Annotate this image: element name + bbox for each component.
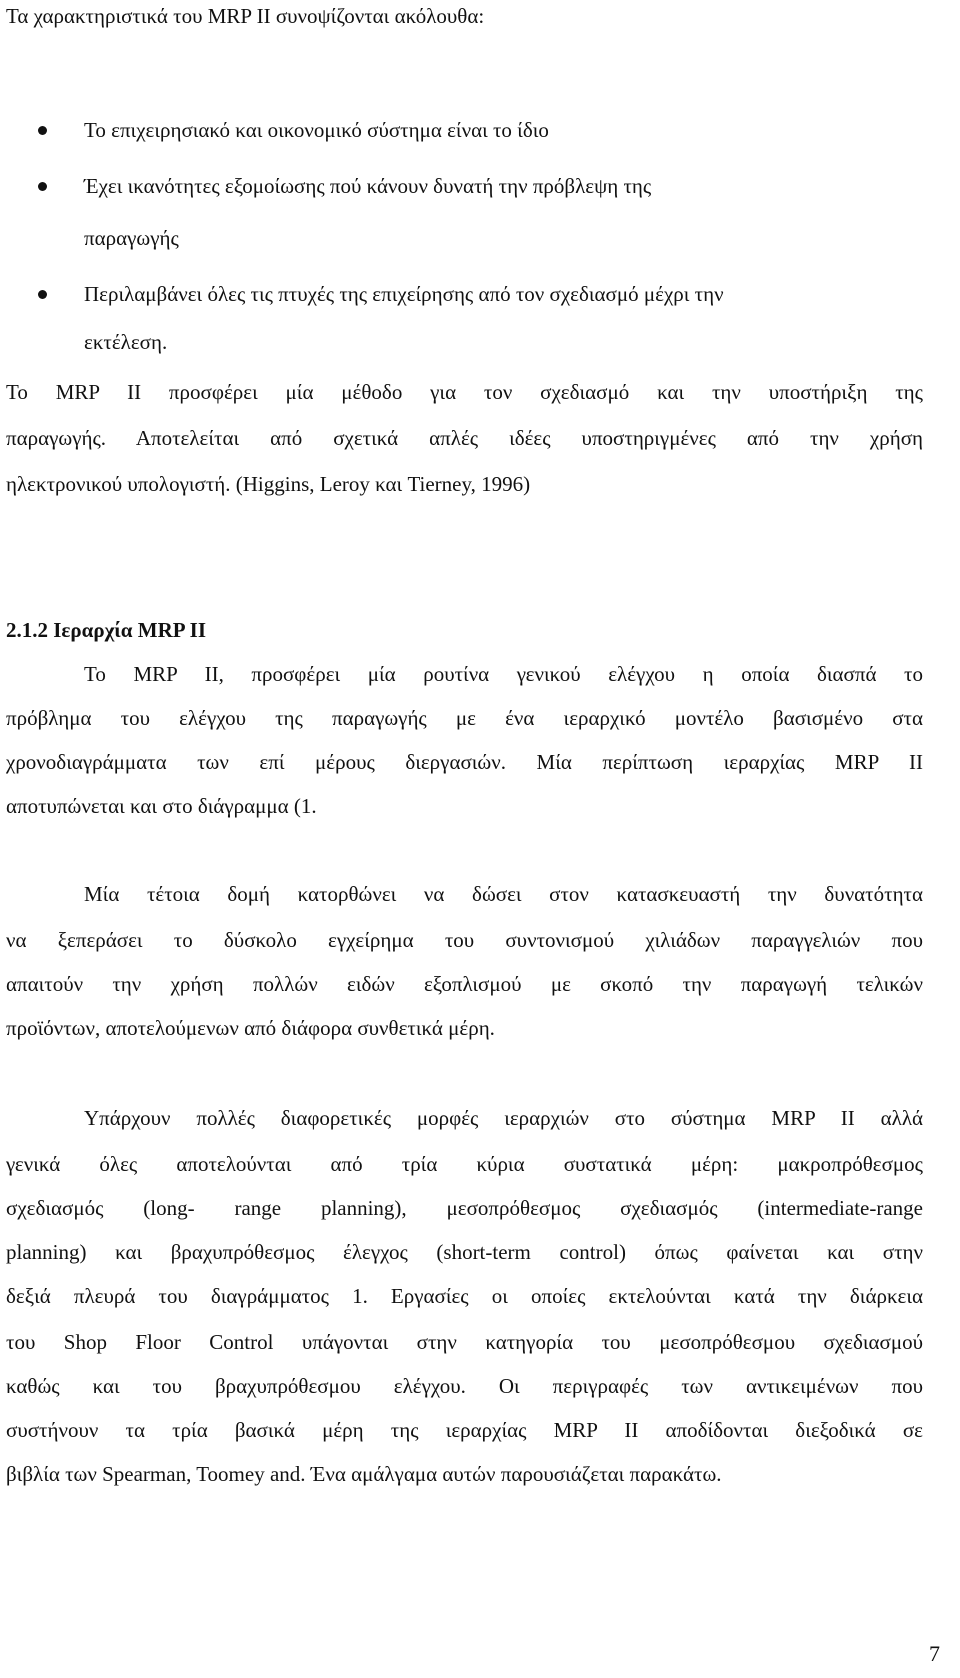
- bullet-text: παραγωγής: [84, 226, 179, 250]
- paragraph-line: Το MRP II, προσφέρει μία ρουτίνα γενικού ελέγχου η οποία διασπά το: [84, 662, 923, 686]
- paragraph-line: προϊόντων, αποτελούμενων από διάφορα συνθετικά μέρη.: [6, 1016, 495, 1040]
- paragraph-line: χρονοδιαγράμματα των επί μέρους διεργασιών. Μία περίπτωση ιεραρχίας MRP II: [6, 750, 923, 774]
- bullet-dot-icon: [38, 182, 47, 191]
- paragraph-line: δεξιά πλευρά του διαγράμματος 1. Εργασίες οι οποίες εκτελούνται κατά την διάρκεια: [6, 1284, 923, 1308]
- bullet-text: Περιλαμβάνει όλες τις πτυχές της επιχείρησης από τον σχεδιασμό μέχρι την: [84, 282, 724, 306]
- paragraph-line: planning) και βραχυπρόθεσμος έλεγχος (short-term control) όπως φαίνεται και στην: [6, 1240, 923, 1264]
- paragraph-line: του Shop Floor Control υπάγονται στην κατηγορία του μεσοπρόθεσμου σχεδιασμού: [6, 1330, 923, 1354]
- paragraph-line: καθώς και του βραχυπρόθεσμου ελέγχου. Οι περιγραφές των αντικειμένων που: [6, 1374, 923, 1398]
- bullet-dot-icon: [38, 126, 47, 135]
- bullet-text: Το επιχειρησιακό και οικονομικό σύστημα είναι το ίδιο: [84, 118, 549, 142]
- paragraph-line: απαιτούν την χρήση πολλών ειδών εξοπλισμού με σκοπό την παραγωγή τελικών: [6, 972, 923, 996]
- paragraph-line: Υπάρχουν πολλές διαφορετικές μορφές ιεραρχιών στο σύστημα MRP II αλλά: [84, 1106, 923, 1130]
- paragraph-line: γενικά όλες αποτελούνται από τρία κύρια συστατικά μέρη: μακροπρόθεσμος: [6, 1152, 923, 1176]
- paragraph-line: παραγωγής. Αποτελείται από σχετικά απλές ιδέες υποστηριγμένες από την χρήση: [6, 426, 923, 450]
- paragraph-line: σχεδιασμός (long- range planning), μεσοπρόθεσμος σχεδιασμός (intermediate-range: [6, 1196, 923, 1220]
- paragraph-line: πρόβλημα του ελέγχου της παραγωγής με ένα ιεραρχικό μοντέλο βασισμένο στα: [6, 706, 923, 730]
- paragraph-line: ηλεκτρονικού υπολογιστή. (Higgins, Leroy και Tierney, 1996): [6, 472, 531, 496]
- bullet-text: εκτέλεση.: [84, 330, 168, 354]
- bullet-dot-icon: [38, 290, 47, 299]
- paragraph-line: Μία τέτοια δομή κατορθώνει να δώσει στον κατασκευαστή την δυνατότητα: [84, 882, 923, 906]
- section-heading: 2.1.2 Ιεραρχία MRP II: [6, 618, 207, 642]
- paragraph-line: αποτυπώνεται και στο διάγραμμα (1.: [6, 794, 317, 818]
- page-number: 7: [929, 1641, 940, 1666]
- bullet-text: Έχει ικανότητες εξομοίωσης πού κάνουν δυνατή την πρόβλεψη της: [84, 174, 652, 198]
- paragraph-line: συστήνουν τα τρία βασικά μέρη της ιεραρχίας MRP II αποδίδονται διεξοδικά σε: [6, 1418, 923, 1442]
- paragraph-line: να ξεπεράσει το δύσκολο εγχείρημα του συντονισμού χιλιάδων παραγγελιών που: [6, 928, 923, 952]
- intro-text: Τα χαρακτηριστικά του MRP II συνοψίζονται ακόλουθα:: [6, 4, 485, 28]
- paragraph-line: Το MRP II προσφέρει μία μέθοδο για τον σχεδιασμό και την υποστήριξη της: [6, 380, 923, 404]
- paragraph-line: βιβλία των Spearman, Toomey and. Ένα αμάλγαμα αυτών παρουσιάζεται παρακάτω.: [6, 1462, 722, 1486]
